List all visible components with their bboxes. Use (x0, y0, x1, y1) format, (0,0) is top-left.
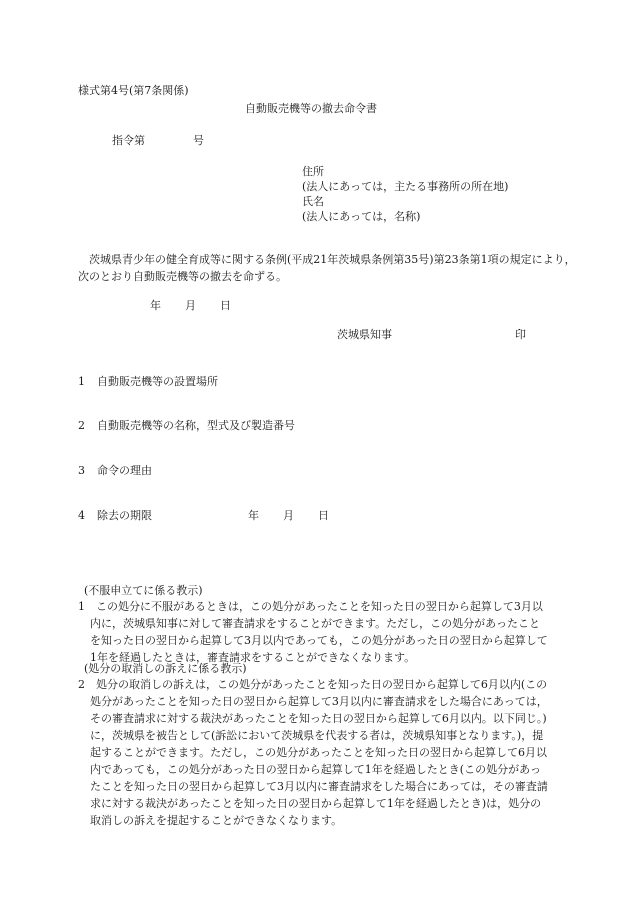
deadline-date (248, 507, 329, 524)
notice-1-number: 1 (78, 600, 85, 613)
issue-date-month: 月 (185, 299, 196, 312)
seal-mark: 印 (515, 328, 526, 341)
address-note: (法人にあっては，主たる事務所の所在地) (302, 180, 509, 193)
notice-1-text: この処分に不服があるときは，この処分があったことを知った日の翌日から起算して3月以内に，茨城県知事に対して審査請求をすることができます。ただし，この処分があったことを知った日の翌日から起算して3月以内であっても，この処分があった日の翌日から起算して1年を経過したときは，審査請求をすることができなくなります。 (90, 600, 548, 664)
issue-date (150, 297, 231, 314)
document-title: 自動販売機等の撤去命令書 (245, 102, 377, 115)
item-2-number: 2 (78, 419, 85, 432)
issue-date-year: 年 (150, 299, 161, 312)
item-1 (78, 373, 218, 390)
item-3 (78, 462, 152, 479)
deadline-day: 日 (318, 509, 329, 522)
body-text: 茨城県青少年の健全育成等に関する条例(平成21年茨城県条例第35号)第23条第1項の規定により，次のとおり自動販売機等の撤去を命ずる。 (78, 253, 576, 283)
issue-date-day: 日 (220, 299, 231, 312)
order-number (112, 132, 204, 149)
item-2-label: 自動販売機等の名称，型式及び製造番号 (97, 419, 295, 432)
item-3-label: 命令の理由 (97, 464, 152, 477)
deadline-month: 月 (283, 509, 294, 522)
notice-2-text: 処分の取消しの訴えは，この処分があったことを知った日の翌日から起算して6月以内(この処分があったことを知った日の翌日から起算して3月以内に審査請求をした場合にあっては，その審査請求に対する裁決があったことを知った日の翌日から起算して6月以内。以下同じ。)に，茨城県を被告として(訴訟において茨城県を代表する者は，茨城県知事となります。)，提起することができます。ただし，この処分があったことを知った日の翌日から起算して6月以内であっても，この処分があった日の翌日から起算して1年を経過したとき(この処分があったことを知った日の翌日から起算して3月以内に審査請求をした場合にあっては，その審査請求に対する裁決があったことを知った日の翌日から起算して1年を経過したとき)は，処分の取消しの訴えを提起することができなくなります。 (90, 678, 548, 827)
item-4-label: 除去の期限 (97, 509, 152, 522)
order-number-suffix: 号 (193, 134, 204, 147)
appeal-notice-heading: (不服申立てに係る教示) (84, 584, 203, 597)
form-number: 様式第4号(第7条関係) (78, 84, 189, 97)
item-3-number: 3 (78, 464, 85, 477)
item-1-label: 自動販売機等の設置場所 (97, 375, 218, 388)
deadline-year: 年 (248, 509, 259, 522)
order-number-prefix: 指令第 (112, 134, 145, 147)
notice-2-number: 2 (78, 678, 85, 691)
item-1-number: 1 (78, 375, 85, 388)
issuer-name: 茨城県知事 (337, 328, 392, 341)
lawsuit-notice-heading: (処分の取消しの訴えに係る教示) (84, 662, 247, 675)
name-note: (法人にあっては，名称) (302, 210, 421, 223)
name-label: 氏名 (302, 195, 324, 208)
item-4-number: 4 (78, 509, 85, 522)
address-label: 住所 (302, 165, 324, 178)
item-4 (78, 507, 152, 524)
item-2 (78, 417, 295, 434)
